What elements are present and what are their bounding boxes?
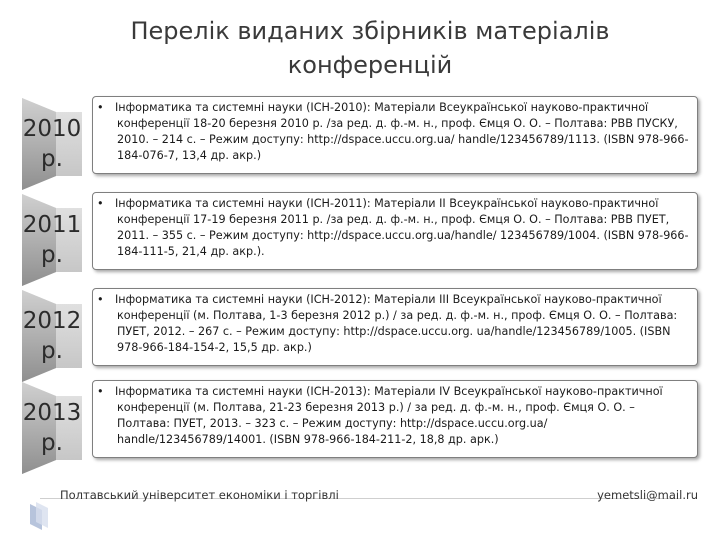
title-line-2: конференцій (287, 51, 453, 79)
bullet-icon: • (97, 197, 104, 210)
bullet-icon: • (97, 385, 104, 398)
page-title (90, 14, 650, 82)
footer-email: yemetsli@mail.ru (597, 488, 698, 502)
year-label (22, 398, 82, 458)
footer-university: Полтавський університет економіки і торгівлі (60, 488, 339, 502)
publication-text: Інформатика та системні науки (ІСН-2013): Матеріали IV Всеукраїнської науково-практичної конференції (м. Полтава, 21-23 березня 2013 р.) / за ред. д. ф.-м. н., проф. Ємця О. О. – Полтава: ПУЕТ, 2013. – 323 с. – Режим доступу: http://dspace.uccu.org.ua/ handle/123456789/14001. (ISBN 978-966-184-211-2, 18,8 др. арк.) (115, 385, 663, 446)
entry-2010 (22, 96, 698, 182)
bullet-icon: • (97, 101, 104, 114)
title-line-1: Перелік виданих збірників матеріалів (130, 17, 610, 45)
year-number: 2012 (22, 308, 82, 334)
year-suffix: р. (41, 242, 63, 268)
year-label (22, 306, 82, 366)
year-number: 2011 (22, 212, 82, 238)
publication-text: Інформатика та системні науки (ІСН-2012): Матеріали ІІІ Всеукраїнської науково-практичної конференції (м. Полтава, 1-3 березня 2012 р.) / за ред. д. ф.-м. н., проф. Ємця О. О. – Полтава: ПУЕТ, 2012. – 267 с. – Режим доступу: http://dspace.uccu.org. ua/handle/123456789/1005. (ISBN 978-966-184-154-2, 15,5 др. акр.) (115, 293, 678, 354)
year-suffix: р. (41, 146, 63, 172)
corner-decoration-icon (28, 500, 52, 534)
publication-card (92, 288, 698, 366)
year-suffix: р. (41, 338, 63, 364)
year-label (22, 210, 82, 270)
entry-2011 (22, 192, 698, 278)
publication-card (92, 96, 698, 174)
bullet-icon: • (97, 293, 104, 306)
publication-card (92, 192, 698, 270)
entry-2013 (22, 380, 698, 466)
year-suffix: р. (41, 430, 63, 456)
publication-text: Інформатика та системні науки (ІСН-2011): Матеріали ІІ Всеукраїнської науково-практичної конференції 17-19 березня 2011 р. /за ред. д. ф.-м. н., проф. Ємця О. О. – Полтава: РВВ ПУЕТ, 2011. – 355 с. – Режим доступу: http://dspace.uccu.org.ua/handle/ 123456789/1004. (ISBN 978-966-184-111-5, 21,4 др. акр.). (115, 197, 689, 258)
publication-card (92, 380, 698, 458)
year-number: 2010 (22, 116, 82, 142)
publication-text: Інформатика та системні науки (ІСН-2010): Матеріали Всеукраїнської науково-практичної конференції 18-20 березня 2010 р. /за ред. д. ф.-м. н., проф. Ємця О. О. – Полтава: РВВ ПУСКУ, 2010. – 214 с. – Режим доступу: http://dspace.uccu.org.ua/ handle/123456789/1113. (ISBN 978-966-184-076-7, 13,4 др. акр.) (115, 101, 689, 162)
year-label (22, 114, 82, 174)
entry-2012 (22, 288, 698, 374)
year-number: 2013 (22, 400, 82, 426)
